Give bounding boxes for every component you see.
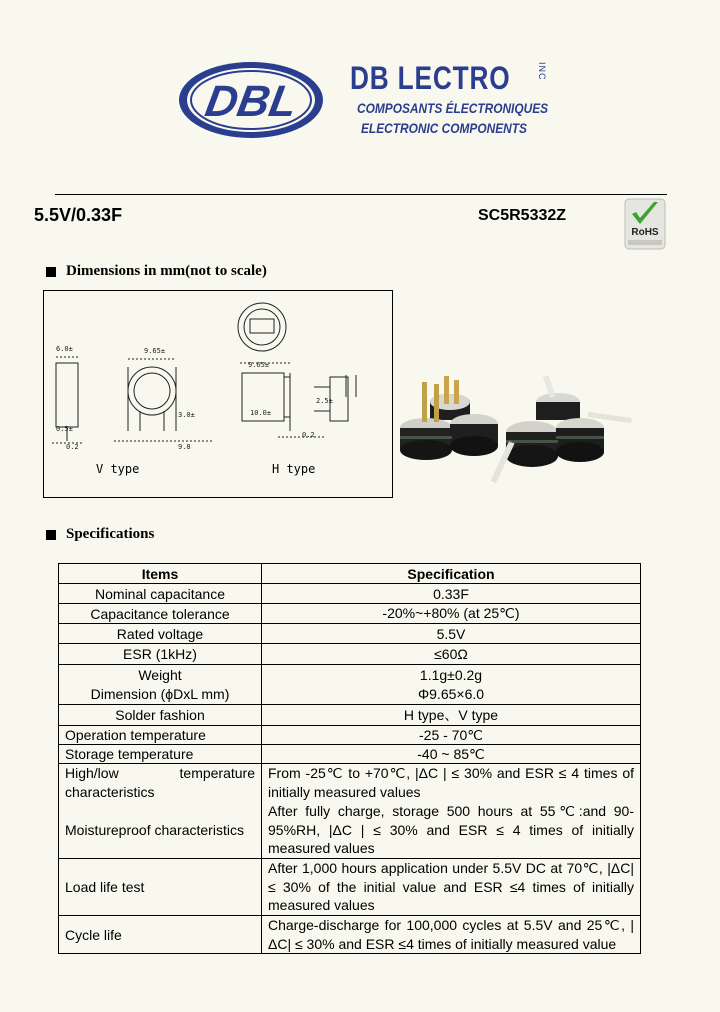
table-row bbox=[59, 685, 641, 705]
dim-label: 6.0± bbox=[56, 345, 73, 353]
spec-item: Load life test bbox=[59, 859, 262, 916]
spec-item: ESR (1kHz) bbox=[59, 644, 262, 665]
table-row bbox=[59, 584, 641, 604]
spec-value: 0.33F bbox=[262, 584, 641, 604]
spec-value: Charge-discharge for 100,000 cycles at 5.5V and 25℃, |ΔC| ≤ 30% and ESR ≤4 times of initially measured value bbox=[262, 916, 641, 954]
rohs-label: RoHS bbox=[631, 227, 659, 238]
table-row bbox=[59, 665, 641, 685]
spec-item: High/low temperature characteristics bbox=[59, 764, 262, 802]
spec-value: -40 ~ 85℃ bbox=[262, 745, 641, 764]
dimension-drawing-svg bbox=[44, 291, 392, 497]
spec-item: Storage temperature bbox=[59, 745, 262, 764]
table-row bbox=[59, 916, 641, 954]
spec-item: Cycle life bbox=[59, 916, 262, 954]
spec-value: After fully charge, storage 500 hours at 55℃:and 90-95%RH, |ΔC | ≤ 30% and ESR ≤ 4 times of initially measured values bbox=[262, 802, 641, 859]
table-row bbox=[59, 726, 641, 745]
tagline-en: ELECTRONIC COMPONENTS bbox=[361, 120, 527, 136]
spec-value: H type、V type bbox=[262, 705, 641, 726]
spec-value: 1.1g±0.2g bbox=[262, 665, 641, 685]
dimensions-heading-text: Dimensions in mm(not to scale) bbox=[66, 263, 267, 279]
spec-value: ≤60Ω bbox=[262, 644, 641, 665]
table-row bbox=[59, 604, 641, 624]
table-row bbox=[59, 859, 641, 916]
table-row bbox=[59, 802, 641, 859]
specifications-heading bbox=[46, 526, 154, 543]
table-row bbox=[59, 624, 641, 644]
spec-item: Solder fashion bbox=[59, 705, 262, 726]
dimension-drawing bbox=[43, 290, 393, 498]
spec-item: Dimension (ϕDxL mm) bbox=[59, 685, 262, 705]
square-bullet-icon bbox=[46, 267, 56, 277]
dimensions-heading bbox=[46, 263, 267, 280]
product-rating: 5.5V/0.33F bbox=[34, 205, 123, 225]
specifications-heading-text: Specifications bbox=[66, 526, 155, 542]
logo-text: DBL bbox=[201, 77, 301, 126]
spec-table bbox=[58, 563, 641, 954]
table-row bbox=[59, 764, 641, 802]
h-type-label: H type bbox=[272, 462, 316, 476]
spec-value: -20%~+80% (at 25℃) bbox=[262, 604, 641, 624]
spec-item: Weight bbox=[59, 665, 262, 685]
column-header-items: Items bbox=[59, 564, 262, 584]
v-type-label: V type bbox=[96, 462, 140, 476]
spec-item: Operation temperature bbox=[59, 726, 262, 745]
spec-value: -25 - 70℃ bbox=[262, 726, 641, 745]
table-row bbox=[59, 705, 641, 726]
dim-label: 9.65± bbox=[248, 361, 270, 369]
table-row bbox=[59, 745, 641, 764]
square-bullet-icon bbox=[46, 530, 56, 540]
dim-label: 0.5± bbox=[56, 425, 73, 433]
table-header-row bbox=[59, 564, 641, 584]
dim-label: 3.0± bbox=[178, 411, 195, 419]
dim-label: 0.2 bbox=[302, 431, 315, 439]
dim-label: 9.65± bbox=[144, 347, 166, 355]
spec-item: Rated voltage bbox=[59, 624, 262, 644]
tagline-fr: COMPOSANTS ÉLECTRONIQUES bbox=[357, 100, 549, 116]
table-row bbox=[59, 644, 641, 665]
spec-item: Moistureproof characteristics bbox=[59, 802, 262, 859]
dim-label: 9.8 bbox=[178, 443, 191, 451]
spec-value: After 1,000 hours application under 5.5V DC at 70℃, |ΔC| ≤ 30% of the initial value and ESR ≤4 times of initially measured values bbox=[262, 859, 641, 916]
spec-value: 5.5V bbox=[262, 624, 641, 644]
brand-name: DB LECTRO bbox=[350, 60, 511, 96]
header-rule bbox=[55, 194, 667, 195]
spec-item: Nominal capacitance bbox=[59, 584, 262, 604]
dim-label: 0.2 bbox=[66, 443, 79, 451]
spec-item: Capacitance tolerance bbox=[59, 604, 262, 624]
spec-value: Φ9.65×6.0 bbox=[262, 685, 641, 705]
part-number: SC5R5332Z bbox=[478, 207, 567, 224]
dim-label: 10.0± bbox=[250, 409, 272, 417]
rohs-badge bbox=[624, 198, 666, 250]
brand-suffix: INC bbox=[537, 62, 547, 81]
dbl-logo bbox=[176, 58, 326, 142]
spec-value: From -25℃ to +70℃, |ΔC | ≤ 30% and ESR ≤ 4 times of initially measured values bbox=[262, 764, 641, 802]
column-header-spec: Specification bbox=[262, 564, 641, 584]
product-photo bbox=[398, 372, 638, 492]
dim-label: 2.5± bbox=[316, 397, 333, 405]
